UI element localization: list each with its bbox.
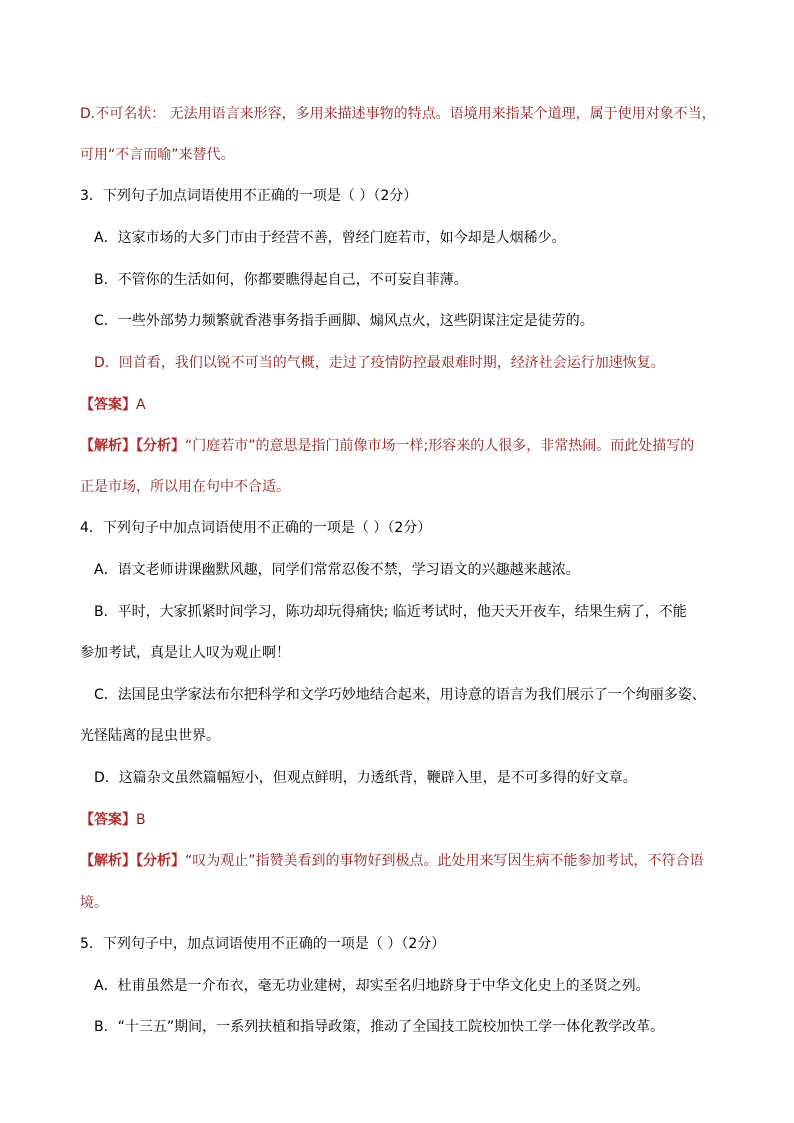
question-3-analysis-line-2: 正是市场，所以用在句中不合适。: [80, 479, 290, 495]
option-d-prev-line-1: D.不可名状： 无法用语言来形容，多用来描述事物的特点。语境用来指某个道理，属于使用对象不当，: [80, 106, 716, 122]
question-4-option-c-line-2: 光怪陆离的昆虫世界。: [80, 728, 220, 744]
option-d-prev-line-2: 可用“不言而喻”来替代。: [80, 147, 235, 163]
question-5-stem: 5．下列句子中，加点词语使用不正确的一项是（ ）（2分）: [80, 936, 446, 952]
analysis-label: 【解析】【分析】: [80, 438, 185, 454]
question-5-option-b: B．“十三五”期间，一系列扶植和指导政策，推动了全国技工院校加快工学一体化教学改革。: [94, 1019, 665, 1035]
question-3-option-c: C．一些外部势力频繁就香港事务指手画脚、煽风点火，这些阴谋注定是徒劳的。: [94, 313, 594, 329]
question-4-option-b-line-1: B．平时，大家抓紧时间学习，陈功却玩得痛快; 临近考试时，他天天开夜车，结果生病了，不能: [94, 604, 687, 620]
answer-label: 【答案】: [80, 812, 136, 828]
answer-value: B: [136, 812, 146, 828]
question-4-option-a: A．语文老师讲课幽默风趣，同学们常常忍俊不禁，学习语文的兴趣越来越浓。: [94, 562, 580, 578]
question-4-answer: [80, 810, 146, 830]
question-3-stem: 3．下列句子加点词语使用不正确的一项是（ ）（2分）: [80, 188, 418, 204]
analysis-text: “门庭若市”的意思是指门前像市场一样;形容来的人很多，非常热闹。而此处描写的: [185, 438, 695, 454]
question-4-option-d: D．这篇杂文虽然篇幅短小，但观点鲜明，力透纸背，鞭辟入里，是不可多得的好文章。: [94, 770, 637, 786]
question-3-option-a: A．这家市场的大多门市由于经营不善，曾经门庭若市，如今却是人烟稀少。: [94, 230, 566, 246]
question-4-analysis-line-2: 境。: [80, 895, 108, 911]
answer-label: 【答案】: [80, 397, 136, 413]
question-3-option-b: B．不管你的生活如何，你都要瞧得起自己，不可妄自菲薄。: [94, 272, 468, 288]
question-5-option-a: A．杜甫虽然是一介布衣，毫无功业建树，却实至名归地跻身于中华文化史上的圣贤之列。: [94, 978, 650, 994]
question-3-option-d: D．回首看，我们以锐不可当的气概，走过了疫情防控最艰难时期，经济社会运行加速恢复。: [94, 355, 665, 371]
analysis-label: 【解析】【分析】: [80, 853, 185, 869]
analysis-text: “叹为观止”指赞美看到的事物好到极点。此处用来写因生病不能参加考试，不符合语: [185, 853, 704, 869]
question-3-analysis-line-1: [80, 436, 694, 456]
question-4-option-b-line-2: 参加考试，真是让人叹为观止啊！: [80, 645, 290, 661]
answer-value: A: [136, 397, 146, 413]
question-4-option-c-line-1: C．法国昆虫学家法布尔把科学和文学巧妙地结合起来，用诗意的语言为我们展示了一个绚丽多姿、: [94, 687, 706, 703]
question-3-answer: [80, 395, 146, 415]
question-4-stem: 4．下列句子中加点词语使用不正确的一项是（ ）（2分）: [80, 520, 432, 536]
question-4-analysis-line-1: [80, 851, 704, 871]
